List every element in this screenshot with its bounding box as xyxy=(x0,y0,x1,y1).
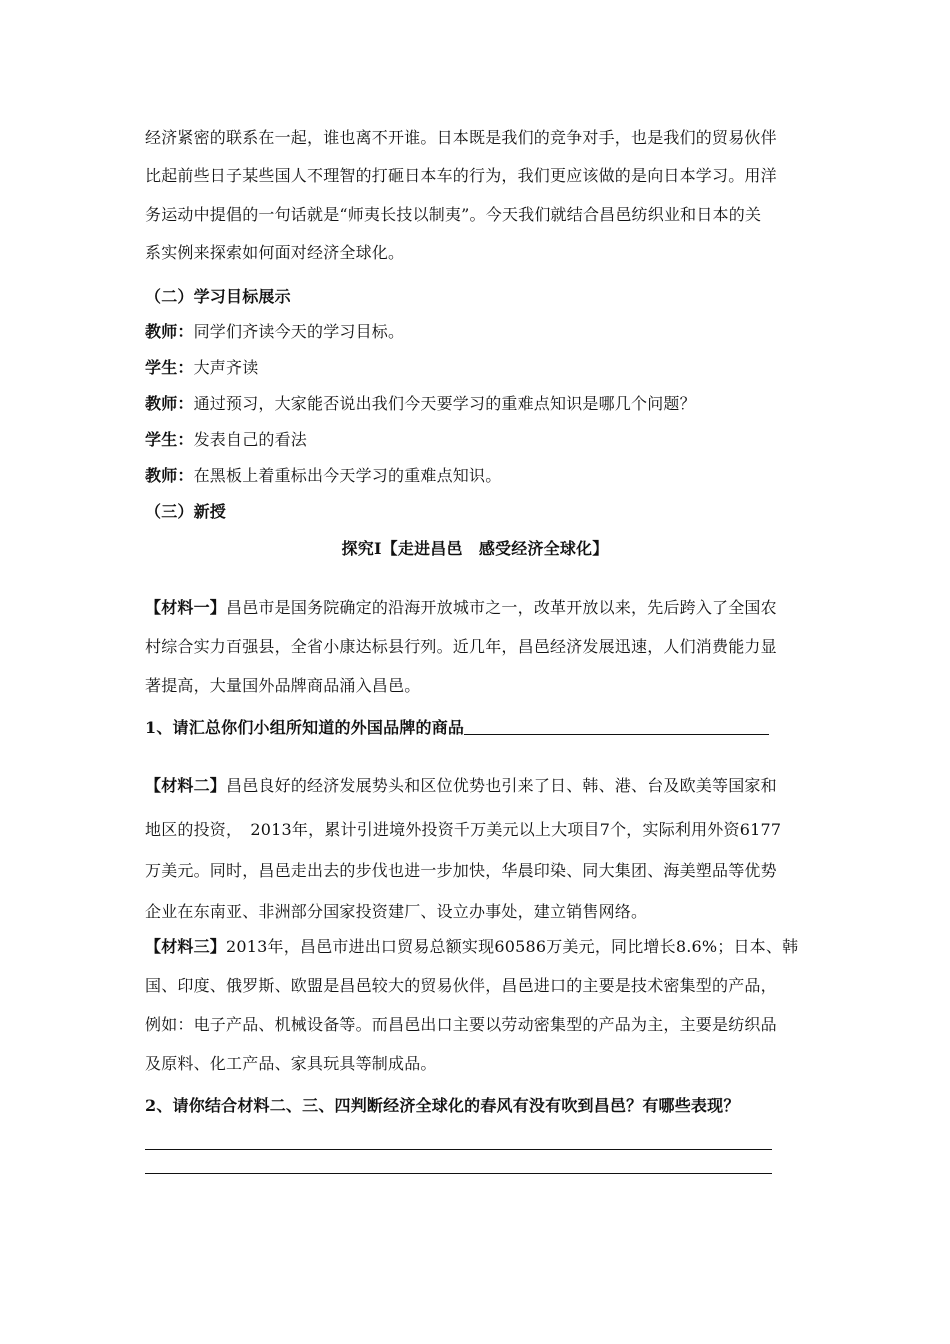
dialog-line-5 xyxy=(145,466,501,486)
dialog-text: 同学们齐读今天的学习目标。 xyxy=(193,322,405,341)
material2-text: 昌邑良好的经济发展势头和区位优势也引来了日、韩、港、台及欧美等国家和 xyxy=(226,776,777,795)
answer-blank-1[interactable] xyxy=(464,718,769,735)
section3-heading: （三）新授 xyxy=(145,502,227,521)
material3-line-1 xyxy=(145,937,798,957)
answer-line-1[interactable] xyxy=(145,1149,772,1150)
material2-line-4: 企业在东南亚、非洲部分国家投资建厂、设立办事处，建立销售网络。 xyxy=(145,902,648,921)
dialog-line-1 xyxy=(145,322,404,342)
dialog-text: 通过预习，大家能否说出我们今天要学习的重难点知识是哪几个问题？ xyxy=(193,394,696,413)
material1-label: 【材料一】 xyxy=(145,598,227,617)
intro-line-1: 经济紧密的联系在一起，谁也离不开谁。日本既是我们的竞争对手，也是我们的贸易伙伴 xyxy=(145,128,777,147)
dialog-line-2 xyxy=(145,358,258,378)
section2-heading: （二）学习目标展示 xyxy=(145,287,291,306)
answer-line-2[interactable] xyxy=(145,1173,772,1174)
material2-line-2: 地区的投资， 2013年，累计引进境外投资千万美元以上大项目7个，实际利用外资6177 xyxy=(145,820,782,839)
intro-line-4: 系实例来探索如何面对经济全球化。 xyxy=(145,243,405,262)
speaker-label: 学生： xyxy=(145,430,194,449)
material2-line-1 xyxy=(145,776,777,796)
material3-line-4: 及原料、化工产品、家具玩具等制成品。 xyxy=(145,1054,437,1073)
question-2: 2、请你结合材料二、三、四判断经济全球化的春风有没有吹到昌邑？有哪些表现？ xyxy=(145,1096,740,1115)
material1-line-2: 村综合实力百强县，全省小康达标县行列。近几年，昌邑经济发展迅速，人们消费能力显 xyxy=(145,637,777,656)
inquiry-subheading: 探究Ⅰ【走进昌邑 感受经济全球化】 xyxy=(341,539,609,558)
intro-line-3: 务运动中提倡的一句话就是“师夷长技以制夷”。今天我们就结合昌邑纺织业和日本的关 xyxy=(145,205,762,224)
dialog-text: 大声齐读 xyxy=(193,358,259,377)
material3-line-2: 国、印度、俄罗斯、欧盟是昌邑较大的贸易伙伴，昌邑进口的主要是技术密集型的产品， xyxy=(145,976,777,995)
dialog-line-3 xyxy=(145,394,696,414)
speaker-label: 学生： xyxy=(145,358,194,377)
material2-line-3: 万美元。同时，昌邑走出去的步伐也进一步加快，华晨印染、同大集团、海美塑品等优势 xyxy=(145,861,777,880)
dialog-line-4 xyxy=(145,430,307,450)
speaker-label: 教师： xyxy=(145,322,194,341)
question-1 xyxy=(145,718,769,738)
material3-line-3: 例如：电子产品、机械设备等。而昌邑出口主要以劳动密集型的产品为主，主要是纺织品 xyxy=(145,1015,777,1034)
material2-label: 【材料二】 xyxy=(145,776,227,795)
material1-line-3: 著提高，大量国外品牌商品涌入昌邑。 xyxy=(145,676,421,695)
speaker-label: 教师： xyxy=(145,394,194,413)
material3-text: 2013年，昌邑市进出口贸易总额实现60586万美元，同比增长8.6%；日本、韩 xyxy=(226,937,799,956)
dialog-text: 在黑板上着重标出今天学习的重难点知识。 xyxy=(193,466,502,485)
question-1-text: 1、请汇总你们小组所知道的外国品牌的商品 xyxy=(145,718,465,737)
material3-label: 【材料三】 xyxy=(145,937,227,956)
material1-text: 昌邑市是国务院确定的沿海开放城市之一，改革开放以来，先后跨入了全国农 xyxy=(226,598,777,617)
speaker-label: 教师： xyxy=(145,466,194,485)
intro-line-2: 比起前些日子某些国人不理智的打砸日本车的行为，我们更应该做的是向日本学习。用洋 xyxy=(145,166,777,185)
material1-line-1 xyxy=(145,598,777,618)
dialog-text: 发表自己的看法 xyxy=(193,430,308,449)
